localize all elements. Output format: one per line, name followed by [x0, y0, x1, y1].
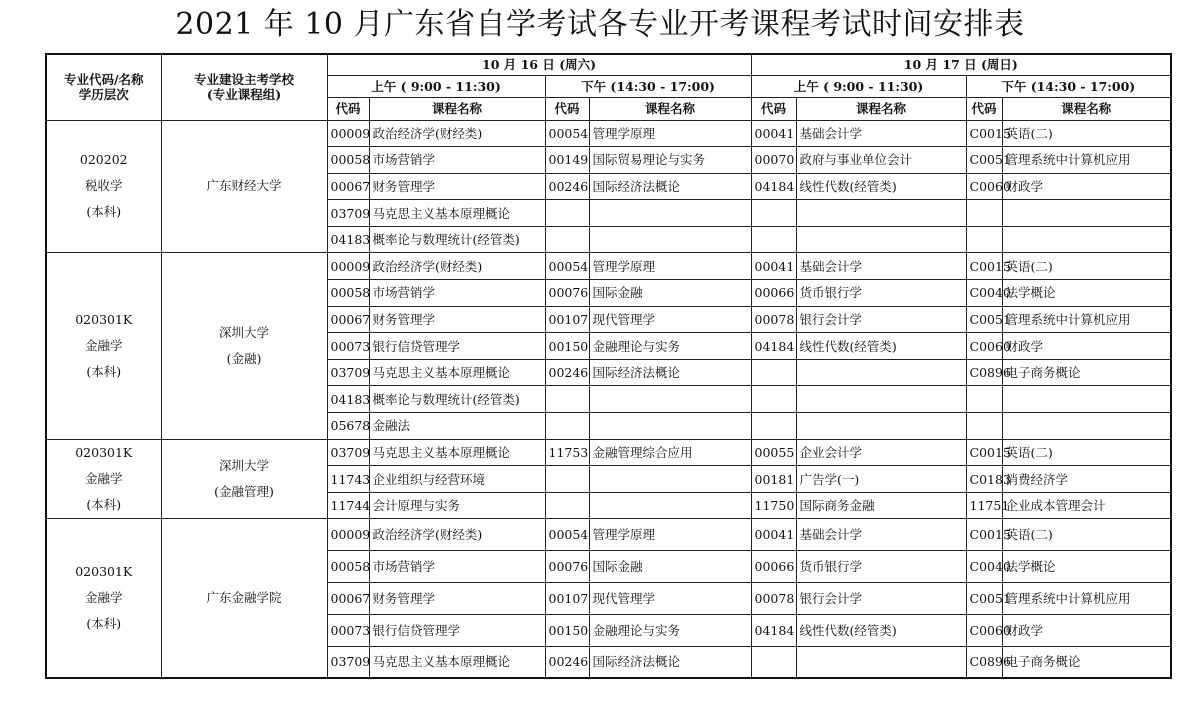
course-name-cell: 财务管理学 — [369, 306, 545, 333]
course-code-cell — [751, 359, 796, 386]
course-code-cell — [751, 646, 796, 678]
school-cell — [161, 519, 327, 678]
course-name-cell: 银行信贷管理学 — [369, 614, 545, 646]
course-name-cell — [796, 359, 966, 386]
course-code-cell — [545, 492, 589, 519]
course-code-cell: 11750 — [751, 492, 796, 519]
major-major-name: 金融学 — [84, 590, 123, 606]
course-name-cell: 财务管理学 — [369, 583, 545, 615]
header-major-code: 专业代码/名称 学历层次 — [46, 54, 161, 120]
major-major-code: 020202 — [79, 152, 128, 168]
course-code-cell: 00009 — [327, 120, 369, 147]
course-name-cell: 英语(二) — [1002, 439, 1171, 466]
major-major-code: 020301K — [75, 445, 133, 461]
course-code-cell — [751, 413, 796, 440]
course-name-cell: 管理系统中计算机应用 — [1002, 583, 1171, 615]
course-code-cell: 00067 — [327, 583, 369, 615]
course-code-cell: 04184 — [751, 333, 796, 360]
course-code-cell: 00246 — [545, 359, 589, 386]
course-code-cell: 00055 — [751, 439, 796, 466]
major-cell — [46, 253, 161, 439]
course-name-cell — [796, 413, 966, 440]
course-name-cell — [1002, 200, 1171, 227]
course-name-cell: 国际商务金融 — [796, 492, 966, 519]
course-name-cell: 管理学原理 — [589, 519, 751, 551]
major-level: (本科) — [86, 364, 122, 380]
major-major-name: 金融学 — [84, 338, 123, 354]
course-name-cell: 马克思主义基本原理概论 — [369, 359, 545, 386]
course-name-cell: 英语(二) — [1002, 253, 1171, 280]
course-code-cell: 00066 — [751, 551, 796, 583]
table-row — [46, 519, 1171, 551]
course-code-cell — [966, 226, 1002, 253]
school-cell — [161, 439, 327, 519]
school-sub: (金融管理) — [214, 484, 274, 500]
course-code-cell: 00073 — [327, 614, 369, 646]
course-code-cell: C0040 — [966, 551, 1002, 583]
course-code-cell: 11751 — [966, 492, 1002, 519]
course-code-cell: 00076 — [545, 280, 589, 307]
course-name-cell: 法学概论 — [1002, 551, 1171, 583]
course-code-cell: C0015 — [966, 519, 1002, 551]
course-code-cell: 11744 — [327, 492, 369, 519]
header-course: 课程名称 — [796, 97, 966, 120]
header-course: 课程名称 — [369, 97, 545, 120]
course-code-cell: 00009 — [327, 519, 369, 551]
course-name-cell: 马克思主义基本原理概论 — [369, 439, 545, 466]
course-name-cell: 企业组织与经营环境 — [369, 466, 545, 493]
course-code-cell: C0896 — [966, 359, 1002, 386]
course-name-cell: 金融管理综合应用 — [589, 439, 751, 466]
course-code-cell: C0060 — [966, 173, 1002, 200]
course-name-cell: 管理系统中计算机应用 — [1002, 147, 1171, 174]
course-code-cell: 00041 — [751, 120, 796, 147]
header-day1-am: 上午 ( 9:00 - 11:30) — [327, 75, 545, 97]
course-name-cell: 市场营销学 — [369, 147, 545, 174]
course-code-cell: C0896 — [966, 646, 1002, 678]
course-code-cell: 00066 — [751, 280, 796, 307]
course-name-cell: 货币银行学 — [796, 280, 966, 307]
major-cell — [46, 120, 161, 253]
course-code-cell: 00181 — [751, 466, 796, 493]
table-row — [46, 253, 1171, 280]
course-code-cell: 05678 — [327, 413, 369, 440]
course-code-cell: C0051 — [966, 583, 1002, 615]
major-major-name: 金融学 — [84, 471, 123, 487]
course-name-cell: 政治经济学(财经类) — [369, 519, 545, 551]
major-major-code: 020301K — [75, 312, 133, 328]
course-code-cell: C0051 — [966, 306, 1002, 333]
course-code-cell — [751, 200, 796, 227]
course-name-cell: 管理系统中计算机应用 — [1002, 306, 1171, 333]
header-course: 课程名称 — [589, 97, 751, 120]
course-name-cell: 财政学 — [1002, 333, 1171, 360]
course-code-cell: 00107 — [545, 583, 589, 615]
school: 广东财经大学 — [206, 178, 282, 194]
course-code-cell: 00078 — [751, 583, 796, 615]
course-code-cell: 00067 — [327, 173, 369, 200]
header-day1: 10 月 16 日 (周六) — [327, 54, 751, 75]
course-name-cell: 政治经济学(财经类) — [369, 253, 545, 280]
course-code-cell: C0051 — [966, 147, 1002, 174]
course-code-cell: 00076 — [545, 551, 589, 583]
course-name-cell: 货币银行学 — [796, 551, 966, 583]
course-name-cell: 财务管理学 — [369, 173, 545, 200]
major-level: (本科) — [86, 204, 122, 220]
course-code-cell — [966, 386, 1002, 413]
course-name-cell: 概率论与数理统计(经管类) — [369, 386, 545, 413]
course-name-cell: 电子商务概论 — [1002, 359, 1171, 386]
course-name-cell: 国际贸易理论与实务 — [589, 147, 751, 174]
course-name-cell: 国际金融 — [589, 551, 751, 583]
course-code-cell: 00149 — [545, 147, 589, 174]
course-name-cell: 管理学原理 — [589, 253, 751, 280]
course-code-cell: 00150 — [545, 333, 589, 360]
course-name-cell: 财政学 — [1002, 614, 1171, 646]
course-code-cell: 04184 — [751, 173, 796, 200]
course-name-cell: 电子商务概论 — [1002, 646, 1171, 678]
course-code-cell: 00054 — [545, 120, 589, 147]
course-name-cell: 国际经济法概论 — [589, 646, 751, 678]
course-code-cell: 11743 — [327, 466, 369, 493]
course-name-cell: 管理学原理 — [589, 120, 751, 147]
course-code-cell — [751, 386, 796, 413]
course-code-cell: 00009 — [327, 253, 369, 280]
course-name-cell — [796, 386, 966, 413]
course-code-cell: 04184 — [751, 614, 796, 646]
course-code-cell: 04183 — [327, 226, 369, 253]
course-name-cell: 概率论与数理统计(经管类) — [369, 226, 545, 253]
course-code-cell — [545, 200, 589, 227]
school: 深圳大学 — [218, 458, 269, 474]
header-code: 代码 — [545, 97, 589, 120]
course-code-cell: 03709 — [327, 200, 369, 227]
major-cell — [46, 519, 161, 678]
major-level: (本科) — [86, 616, 122, 632]
course-name-cell: 银行信贷管理学 — [369, 333, 545, 360]
course-name-cell — [1002, 226, 1171, 253]
major-major-code: 020301K — [75, 564, 133, 580]
course-name-cell: 线性代数(经管类) — [796, 333, 966, 360]
course-name-cell — [1002, 386, 1171, 413]
course-name-cell: 金融法 — [369, 413, 545, 440]
course-name-cell: 基础会计学 — [796, 519, 966, 551]
course-code-cell: 00070 — [751, 147, 796, 174]
course-name-cell: 银行会计学 — [796, 583, 966, 615]
course-code-cell: 00054 — [545, 253, 589, 280]
table-row — [46, 120, 1171, 147]
header-day2: 10 月 17 日 (周日) — [751, 54, 1171, 75]
course-code-cell — [545, 226, 589, 253]
header-day2-pm: 下午 (14:30 - 17:00) — [966, 75, 1171, 97]
course-name-cell: 金融理论与实务 — [589, 614, 751, 646]
course-name-cell: 法学概论 — [1002, 280, 1171, 307]
header-school: 专业建设主考学校 (专业课程组) — [161, 54, 327, 120]
course-code-cell — [966, 200, 1002, 227]
course-code-cell: 00058 — [327, 147, 369, 174]
course-code-cell — [545, 466, 589, 493]
course-code-cell: 00041 — [751, 253, 796, 280]
school: 广东金融学院 — [206, 590, 282, 606]
header-code: 代码 — [751, 97, 796, 120]
course-code-cell — [545, 386, 589, 413]
school: 深圳大学 — [218, 325, 269, 341]
course-name-cell — [589, 413, 751, 440]
course-code-cell: C0183 — [966, 466, 1002, 493]
course-name-cell — [589, 466, 751, 493]
course-name-cell: 企业成本管理会计 — [1002, 492, 1171, 519]
school-sub: (金融) — [226, 351, 262, 367]
course-code-cell: 00150 — [545, 614, 589, 646]
course-name-cell: 国际经济法概论 — [589, 359, 751, 386]
course-code-cell: 00041 — [751, 519, 796, 551]
course-name-cell — [796, 646, 966, 678]
table-header — [46, 54, 1171, 120]
table-body — [46, 120, 1171, 678]
course-name-cell: 市场营销学 — [369, 280, 545, 307]
header-code: 代码 — [966, 97, 1002, 120]
course-name-cell: 国际金融 — [589, 280, 751, 307]
course-code-cell: C0060 — [966, 614, 1002, 646]
course-name-cell — [589, 492, 751, 519]
course-name-cell: 银行会计学 — [796, 306, 966, 333]
school-cell — [161, 253, 327, 439]
header-day2-am: 上午 ( 9:00 - 11:30) — [751, 75, 966, 97]
table-row — [46, 439, 1171, 466]
course-code-cell: 00107 — [545, 306, 589, 333]
course-name-cell: 现代管理学 — [589, 583, 751, 615]
course-code-cell: C0015 — [966, 120, 1002, 147]
course-name-cell: 政治经济学(财经类) — [369, 120, 545, 147]
course-name-cell: 基础会计学 — [796, 120, 966, 147]
course-code-cell: C0015 — [966, 439, 1002, 466]
course-name-cell — [1002, 413, 1171, 440]
course-name-cell: 财政学 — [1002, 173, 1171, 200]
course-name-cell: 企业会计学 — [796, 439, 966, 466]
major-major-name: 税收学 — [84, 178, 123, 194]
exam-schedule-table — [45, 53, 1172, 679]
course-code-cell: 00054 — [545, 519, 589, 551]
course-name-cell: 英语(二) — [1002, 519, 1171, 551]
major-cell — [46, 439, 161, 519]
course-name-cell: 会计原理与实务 — [369, 492, 545, 519]
course-name-cell: 国际经济法概论 — [589, 173, 751, 200]
course-code-cell — [966, 413, 1002, 440]
header-code: 代码 — [327, 97, 369, 120]
course-code-cell: 00058 — [327, 551, 369, 583]
course-code-cell — [545, 413, 589, 440]
course-name-cell: 市场营销学 — [369, 551, 545, 583]
course-code-cell: 00067 — [327, 306, 369, 333]
course-code-cell: 03709 — [327, 646, 369, 678]
course-code-cell: C0060 — [966, 333, 1002, 360]
course-name-cell — [589, 226, 751, 253]
course-code-cell — [751, 226, 796, 253]
course-name-cell: 消费经济学 — [1002, 466, 1171, 493]
course-code-cell: 00246 — [545, 173, 589, 200]
course-code-cell: 00073 — [327, 333, 369, 360]
header-day1-pm: 下午 (14:30 - 17:00) — [545, 75, 751, 97]
course-name-cell — [796, 200, 966, 227]
course-name-cell — [589, 386, 751, 413]
course-code-cell: 03709 — [327, 439, 369, 466]
course-name-cell: 金融理论与实务 — [589, 333, 751, 360]
course-name-cell: 马克思主义基本原理概论 — [369, 646, 545, 678]
course-name-cell: 基础会计学 — [796, 253, 966, 280]
course-code-cell: 04183 — [327, 386, 369, 413]
major-level: (本科) — [86, 497, 122, 513]
course-name-cell: 线性代数(经管类) — [796, 614, 966, 646]
school-cell — [161, 120, 327, 253]
course-name-cell: 英语(二) — [1002, 120, 1171, 147]
course-code-cell: 00058 — [327, 280, 369, 307]
course-name-cell: 马克思主义基本原理概论 — [369, 200, 545, 227]
course-code-cell: 03709 — [327, 359, 369, 386]
course-code-cell: C0040 — [966, 280, 1002, 307]
course-name-cell: 现代管理学 — [589, 306, 751, 333]
course-name-cell — [589, 200, 751, 227]
page-title: 2021 年 10 月广东省自学考试各专业开考课程考试时间安排表 — [175, 7, 1025, 42]
course-name-cell: 广告学(一) — [796, 466, 966, 493]
course-name-cell: 政府与事业单位会计 — [796, 147, 966, 174]
course-name-cell — [796, 226, 966, 253]
course-code-cell: 00078 — [751, 306, 796, 333]
course-code-cell: 00246 — [545, 646, 589, 678]
course-code-cell: 11753 — [545, 439, 589, 466]
header-course: 课程名称 — [1002, 97, 1171, 120]
course-code-cell: C0015 — [966, 253, 1002, 280]
course-name-cell: 线性代数(经管类) — [796, 173, 966, 200]
